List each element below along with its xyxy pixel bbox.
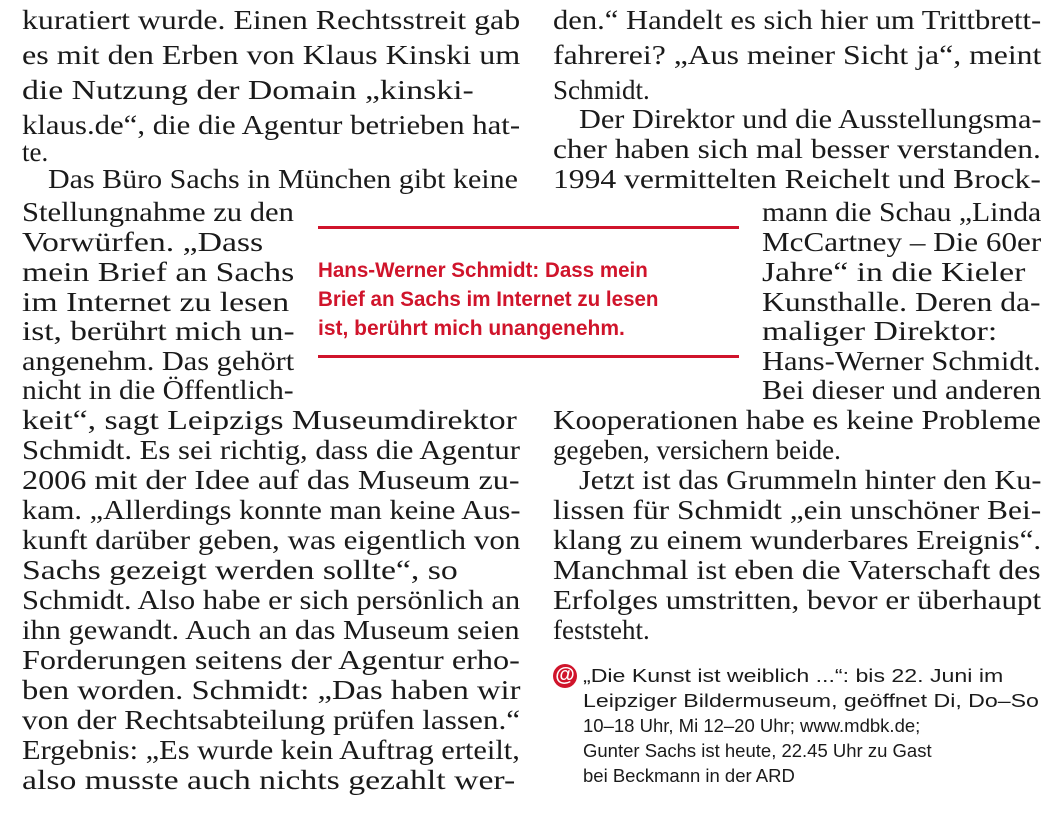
text-line: von der Rechtsabteilung prüfen lassen.“ [22,705,521,735]
text-line: Forderungen seitens der Agentur erho- [22,645,520,675]
text-line: Erfolges umstritten, bevor er überhaupt [553,585,1042,615]
text-line: Sachs gezeigt werden sollte“, so [22,555,458,585]
text-line: cher haben sich mal besser verstanden. [553,134,1041,164]
text-line: feststeht. [553,615,650,645]
text-line: te. [22,137,49,167]
text-line: keit“, sagt Leipzigs Museumdirektor [22,405,517,435]
text-line: mann die Schau „Linda [762,197,1042,227]
text-line: Jetzt ist das Grummeln hinter den Ku- [579,465,1042,495]
text-line: Schmidt. Also habe er sich persönlich an [22,585,521,615]
text-line: klaus.de“, die die Agentur betrieben hat- [22,110,521,140]
text-line: im Internet zu lesen [22,287,290,317]
text-line: angenehm. Das gehört [22,346,295,376]
text-line: lissen für Schmidt „ein unschöner Bei- [553,495,1042,525]
text-line: maliger Direktor: [762,316,998,346]
pull-quote-line: Brief an Sachs im Internet zu lesen [318,288,659,311]
text-line: Das Büro Sachs in München gibt keine [48,164,518,194]
text-line: ist, berührt mich un- [22,316,295,346]
text-line: Kunsthalle. Deren da- [762,287,1041,317]
text-line: ihn gewandt. Auch an das Museum seien [22,615,520,645]
text-line: den.“ Handelt es sich hier um Trittbrett- [553,5,1042,35]
text-line: 1994 vermittelten Reichelt und Brock- [553,164,1041,194]
info-line: 10–18 Uhr, Mi 12–20 Uhr; www.mdbk.de; [583,715,921,736]
text-line: 2006 mit der Idee auf das Museum zu- [22,465,520,495]
info-line: bei Beckmann in der ARD [583,765,795,786]
text-line: klang zu einem wunderbares Ereignis“. [553,525,1042,555]
info-line: Leipziger Bildermuseum, geöffnet Di, Do–So [583,690,1039,711]
text-line: Hans-Werner Schmidt. [762,346,1041,376]
info-line: „Die Kunst ist weiblich ...“: bis 22. Juni im [583,665,1004,686]
text-line: es mit den Erben von Klaus Kinski um [22,40,521,70]
at-icon: @ [553,664,577,688]
text-line: Kooperationen habe es keine Probleme [553,405,1041,435]
pull-quote-top-rule [318,226,739,229]
text-line: McCartney – Die 60er [762,227,1042,257]
pull-quote-line: Hans-Werner Schmidt: Dass mein [318,259,648,282]
text-line: die Nutzung der Domain „kinski- [22,75,474,105]
text-line: Bei dieser und anderen [762,375,1042,405]
text-line: Manchmal ist eben die Vaterschaft des [553,555,1041,585]
pull-quote-bottom-rule [318,355,739,358]
text-line: kam. „Allerdings konnte man keine Aus- [22,495,521,525]
text-line: nicht in die Öffentlich- [22,375,294,405]
text-line: Schmidt. [553,75,650,105]
text-line: fahrerei? „Aus meiner Sicht ja“, meint [553,40,1042,70]
text-line: also musste auch nichts gezahlt wer- [22,765,516,795]
text-line: ben worden. Schmidt: „Das haben wir [22,675,521,705]
text-line: Vorwürfen. „Dass [22,227,264,257]
info-line: Gunter Sachs ist heute, 22.45 Uhr zu Gast [583,740,932,761]
text-line: gegeben, versichern beide. [553,435,841,465]
pull-quote-line: ist, berührt mich unangenehm. [318,317,625,340]
text-line: Ergebnis: „Es wurde kein Auftrag erteilt, [22,735,520,765]
text-line: kuratiert wurde. Einen Rechtsstreit gab [22,5,521,35]
text-line: Jahre“ in die Kieler [762,257,1026,287]
text-line: Der Direktor und die Ausstellungsma- [579,104,1042,134]
text-line: Schmidt. Es sei richtig, dass die Agentur [22,435,520,465]
text-line: kunft darüber geben, was eigentlich von [22,525,521,555]
text-line: Stellungnahme zu den [22,197,294,227]
text-line: mein Brief an Sachs [22,257,295,287]
